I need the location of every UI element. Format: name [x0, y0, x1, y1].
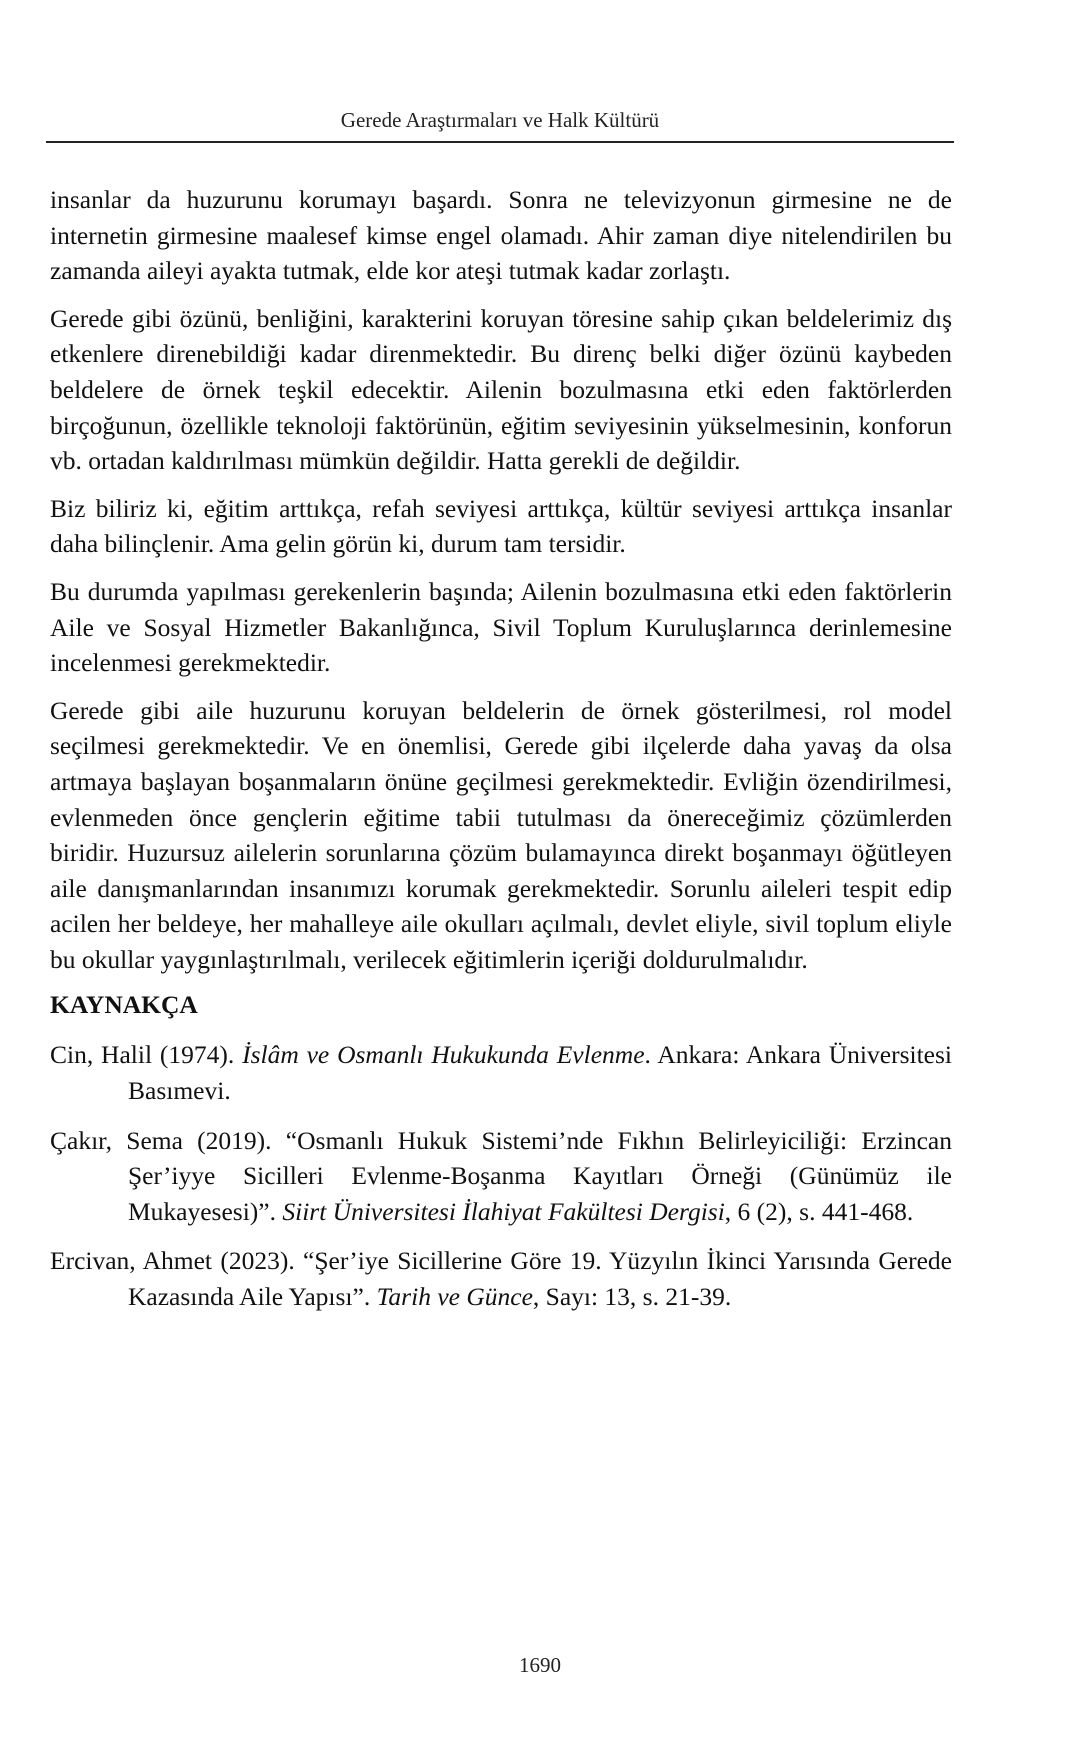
reference-text: , 6 (2), s. 441-468. [724, 1196, 914, 1226]
header-rule [46, 141, 954, 143]
reference-text: . Ankara: Ankara Üniversitesi Basımevi. [128, 1040, 952, 1106]
page-number: 1690 [519, 1653, 561, 1677]
paragraph: Gerede gibi özünü, benliğini, karakterini koruyan töresine sahip çıkan beldelerimiz dış etkenlere direnebildiği kadar direnmektedir. Bu direnç belki diğer özünü kaybeden beldelere de örnek teşkil edecektir. Ailenin bozulmasına etki eden faktörlerden birçoğunun, özellikle teknoloji faktörünün, eğitim seviyesinin yükselmesinin, konforun vb. ortadan kaldırılması mümkün değildir. Hatta gerekli de değildir. [50, 303, 952, 476]
reference-text: Çakır, Sema (2019). “Osmanlı Hukuk Sistemi’nde Fıkhın Belirleyiciliği: Erzincan Şer’iyye Sicilleri Evlenme-Boşanma Kayıtları Örneği (Günümüz ile Mukayesesi)”. [50, 1125, 952, 1226]
body-text [50, 182, 952, 1329]
reference-text: Cin, Halil (1974). [50, 1040, 243, 1070]
reference-text: , Sayı: 13, s. 21-39. [532, 1282, 732, 1312]
reference-text: Ercivan, Ahmet (2023). “Şer’iye Sicillerine Göre 19. Yüzyılın İkinci Yarısında Gerede Kazasında Aile Yapısı”. [50, 1246, 952, 1312]
paragraph: insanlar da huzurunu korumayı başardı. Sonra ne televizyonun girmesine ne de internetin girmesine maalesef kimse engel olamadı. Ahir zaman diye nitelendirilen bu zamanda aileyi ayakta tutmak, elde kor ateşi tutmak kadar zorlaştı. [50, 185, 952, 286]
running-header: Gerede Araştırmaları ve Halk Kültürü [340, 108, 660, 132]
reference-title: Tarih ve Günce [376, 1282, 533, 1312]
reference-entry [50, 1123, 952, 1230]
paragraph: Bu durumda yapılması gerekenlerin başında; Ailenin bozulmasına etki eden faktörlerin Aile ve Sosyal Hizmetler Bakanlığınca, Sivil Toplum Kuruluşlarınca derinlemesine incelenmesi gerekmektedir. [50, 576, 952, 678]
reference-entry [50, 1037, 952, 1108]
paragraph: Biz biliriz ki, eğitim arttıkça, refah seviyesi arttıkça, kültür seviyesi arttıkça insanlar daha bilinçlenir. Ama gelin görün ki, durum tam tersidir. [50, 493, 952, 559]
reference-title: İslâm ve Osmanlı Hukukunda Evlenme [242, 1040, 645, 1070]
reference-title: Siirt Üniversitesi İlahiyat Fakültesi Dergisi [282, 1196, 725, 1226]
reference-entry [50, 1243, 952, 1314]
paragraph: Gerede gibi aile huzurunu koruyan beldelerin de örnek gösterilmesi, rol model seçilmesi gerekmektedir. Ve en önemlisi, Gerede gibi ilçelerde daha yavaş da olsa artmaya başlayan boşanmaların önüne geçilmesi gerekmektedir. Evliğin özendirilmesi, evlenmeden önce gençlerin eğitime tabii tutulması da önereceğimiz çözümlerden biridir. Huzursuz ailelerin sorunlarına çözüm bulamayınca direkt boşanmayı öğütleyen aile danışmanlarından insanımızı korumak gerekmektedir. Sorunlu aileleri tespit edip acilen her beldeye, her mahalleye aile okulları açılmalı, devlet eliyle, sivil toplum eliyle bu okullar yaygınlaştırılmalı, verilecek eğitimlerin içeriği doldurulmalıdır. [50, 695, 952, 974]
references-heading: KAYNAKÇA [50, 990, 198, 1020]
